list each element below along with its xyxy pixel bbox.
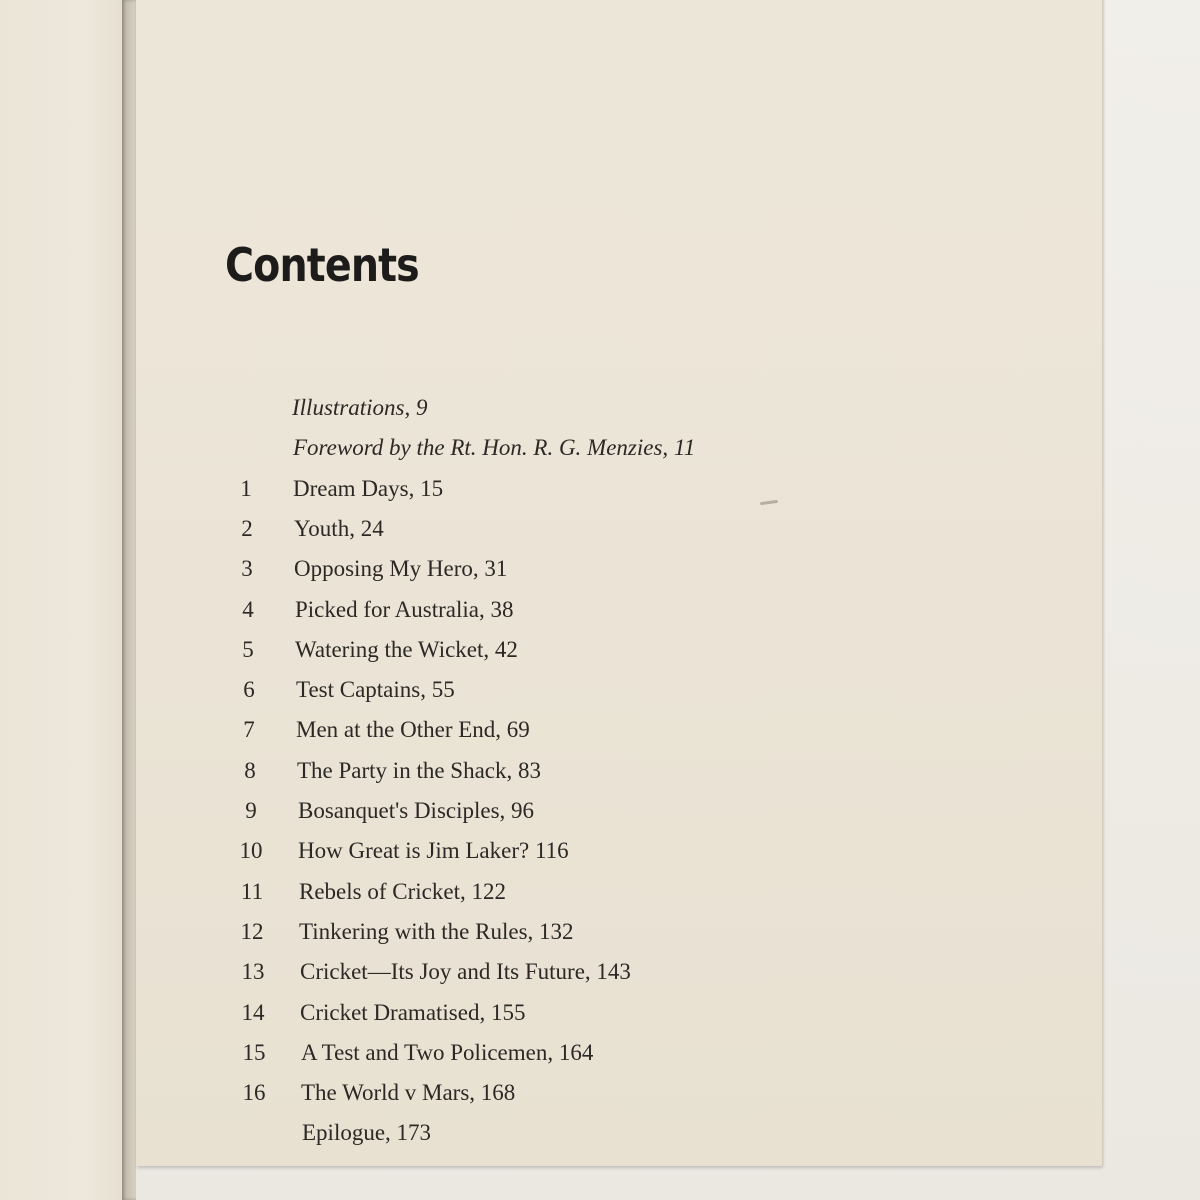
toc-chapter-entry [233,755,833,787]
entry-title: The World v Mars, 168 [301,1080,516,1105]
page-title: Contents [225,238,419,292]
chapter-number: 15 [242,1040,266,1065]
chapter-number: 7 [243,717,255,742]
chapter-number: 6 [243,677,255,702]
toc-chapter-entry [237,1077,837,1109]
toc-chapter-entry [229,473,829,505]
entry-title: Bosanquet's Disciples, 96 [298,798,535,823]
entry-title: Cricket—Its Joy and Its Future, 143 [300,959,631,984]
chapter-number: 11 [240,879,264,904]
toc-chapter-entry [230,513,830,545]
chapter-number: 10 [239,838,263,863]
toc-chapter-entry [234,835,834,867]
toc-chapter-entry [235,916,835,948]
entry-title: Men at the Other End, 69 [296,717,530,742]
chapter-number: 13 [241,959,265,984]
chapter-number: 12 [240,919,264,944]
toc-chapter-entry [234,795,834,827]
entry-title: Tinkering with the Rules, 132 [299,919,574,944]
chapter-number: 14 [241,1000,265,1025]
toc-chapter-entry [232,714,832,746]
entry-title: Cricket Dramatised, 155 [300,1000,526,1025]
chapter-number: 16 [242,1080,266,1105]
entry-title: Rebels of Cricket, 122 [299,879,506,904]
chapter-number: 9 [245,798,257,823]
toc-chapter-entry [236,956,836,988]
toc-chapter-entry [231,594,831,626]
entry-title: Dream Days, 15 [293,476,444,501]
book-gutter [122,0,136,1200]
toc-chapter-entry [231,634,831,666]
entry-title: Youth, 24 [294,516,384,541]
toc-front-entry [228,392,828,424]
entry-title: Picked for Australia, 38 [295,597,514,622]
entry-title: A Test and Two Policemen, 164 [301,1040,594,1065]
chapter-number: 2 [241,516,253,541]
toc-chapter-entry [237,1037,837,1069]
toc-chapter-entry [235,876,835,908]
entry-title: Illustrations, 9 [292,395,428,420]
chapter-number: 4 [242,597,254,622]
toc-back-entry [238,1117,838,1149]
chapter-number: 8 [244,758,256,783]
entry-title: The Party in the Shack, 83 [297,758,542,783]
toc-front-entry [229,432,829,464]
entry-title: Opposing My Hero, 31 [294,556,508,581]
toc-chapter-entry [232,674,832,706]
chapter-number: 5 [242,637,254,662]
page-edge [1102,0,1105,1166]
facing-page [0,0,122,1200]
entry-title: Test Captains, 55 [296,677,455,702]
chapter-number: 3 [241,556,253,581]
entry-title: Watering the Wicket, 42 [295,637,518,662]
entry-title: Epilogue, 173 [302,1120,432,1145]
chapter-number: 1 [240,476,252,501]
entry-title: How Great is Jim Laker? 116 [298,838,569,863]
entry-title: Foreword by the Rt. Hon. R. G. Menzies, 11 [293,435,696,460]
toc-chapter-entry [236,997,836,1029]
toc-chapter-entry [230,553,830,585]
